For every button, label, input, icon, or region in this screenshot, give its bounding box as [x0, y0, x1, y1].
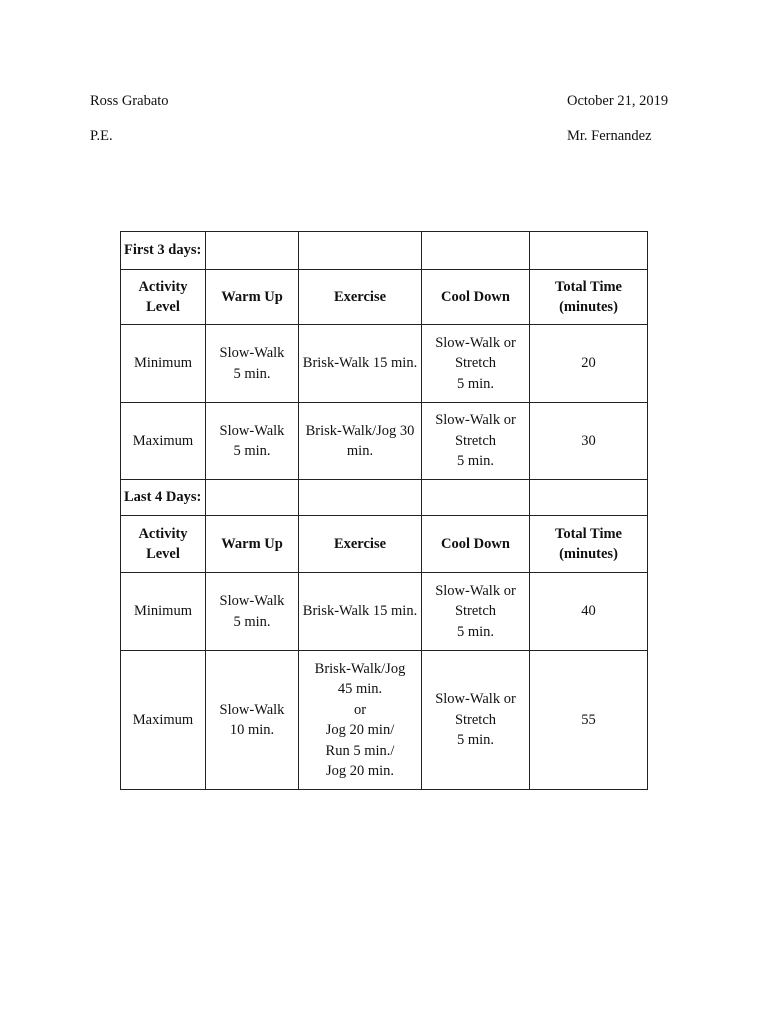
exercise-cell: Brisk-Walk 15 min.	[299, 325, 422, 403]
empty-cell	[530, 232, 648, 270]
column-header-warm-up: Warm Up	[206, 270, 299, 325]
table-row	[121, 573, 648, 651]
empty-cell	[206, 232, 299, 270]
exercise-cell: Brisk-Walk/Jog 30 min.	[299, 403, 422, 480]
empty-cell	[299, 232, 422, 270]
table-row	[121, 403, 648, 480]
column-header-cool-down: Cool Down	[422, 516, 530, 573]
header-row	[121, 516, 648, 573]
cool-down-cell: Slow-Walk or Stretch 5 min.	[422, 651, 530, 790]
student-name: Ross Grabato	[90, 93, 169, 109]
activity-level-cell: Maximum	[121, 651, 206, 790]
exercise-cell: Brisk-Walk 15 min.	[299, 573, 422, 651]
empty-cell	[299, 480, 422, 516]
teacher-name: Mr. Fernandez	[567, 128, 652, 144]
column-header-warm-up: Warm Up	[206, 516, 299, 573]
exercise-plan-table	[120, 231, 648, 790]
column-header-total-time: Total Time (minutes)	[530, 270, 648, 325]
total-time-cell: 55	[530, 651, 648, 790]
total-time-cell: 20	[530, 325, 648, 403]
empty-cell	[206, 480, 299, 516]
empty-cell	[530, 480, 648, 516]
column-header-activity-level: Activity Level	[121, 516, 206, 573]
section-label: First 3 days:	[121, 232, 206, 270]
activity-level-cell: Maximum	[121, 403, 206, 480]
section-row-first-3-days	[121, 232, 648, 270]
column-header-exercise: Exercise	[299, 516, 422, 573]
warm-up-cell: Slow-Walk 5 min.	[206, 325, 299, 403]
warm-up-cell: Slow-Walk 5 min.	[206, 403, 299, 480]
cool-down-cell: Slow-Walk or Stretch 5 min.	[422, 403, 530, 480]
activity-level-cell: Minimum	[121, 573, 206, 651]
cool-down-cell: Slow-Walk or Stretch 5 min.	[422, 573, 530, 651]
table-row	[121, 325, 648, 403]
document-date: October 21, 2019	[567, 93, 669, 109]
warm-up-cell: Slow-Walk 5 min.	[206, 573, 299, 651]
course-name: P.E.	[90, 128, 113, 144]
empty-cell	[422, 232, 530, 270]
section-label: Last 4 Days:	[121, 480, 206, 516]
exercise-cell: Brisk-Walk/Jog 45 min. or Jog 20 min/ Run 5 min./ Jog 20 min.	[299, 651, 422, 790]
activity-level-cell: Minimum	[121, 325, 206, 403]
cool-down-cell: Slow-Walk or Stretch 5 min.	[422, 325, 530, 403]
total-time-cell: 40	[530, 573, 648, 651]
empty-cell	[422, 480, 530, 516]
total-time-cell: 30	[530, 403, 648, 480]
column-header-total-time: Total Time (minutes)	[530, 516, 648, 573]
column-header-cool-down: Cool Down	[422, 270, 530, 325]
header-row	[121, 270, 648, 325]
warm-up-cell: Slow-Walk 10 min.	[206, 651, 299, 790]
column-header-activity-level: Activity Level	[121, 270, 206, 325]
section-row-last-4-days	[121, 480, 648, 516]
column-header-exercise: Exercise	[299, 270, 422, 325]
table-row	[121, 651, 648, 790]
